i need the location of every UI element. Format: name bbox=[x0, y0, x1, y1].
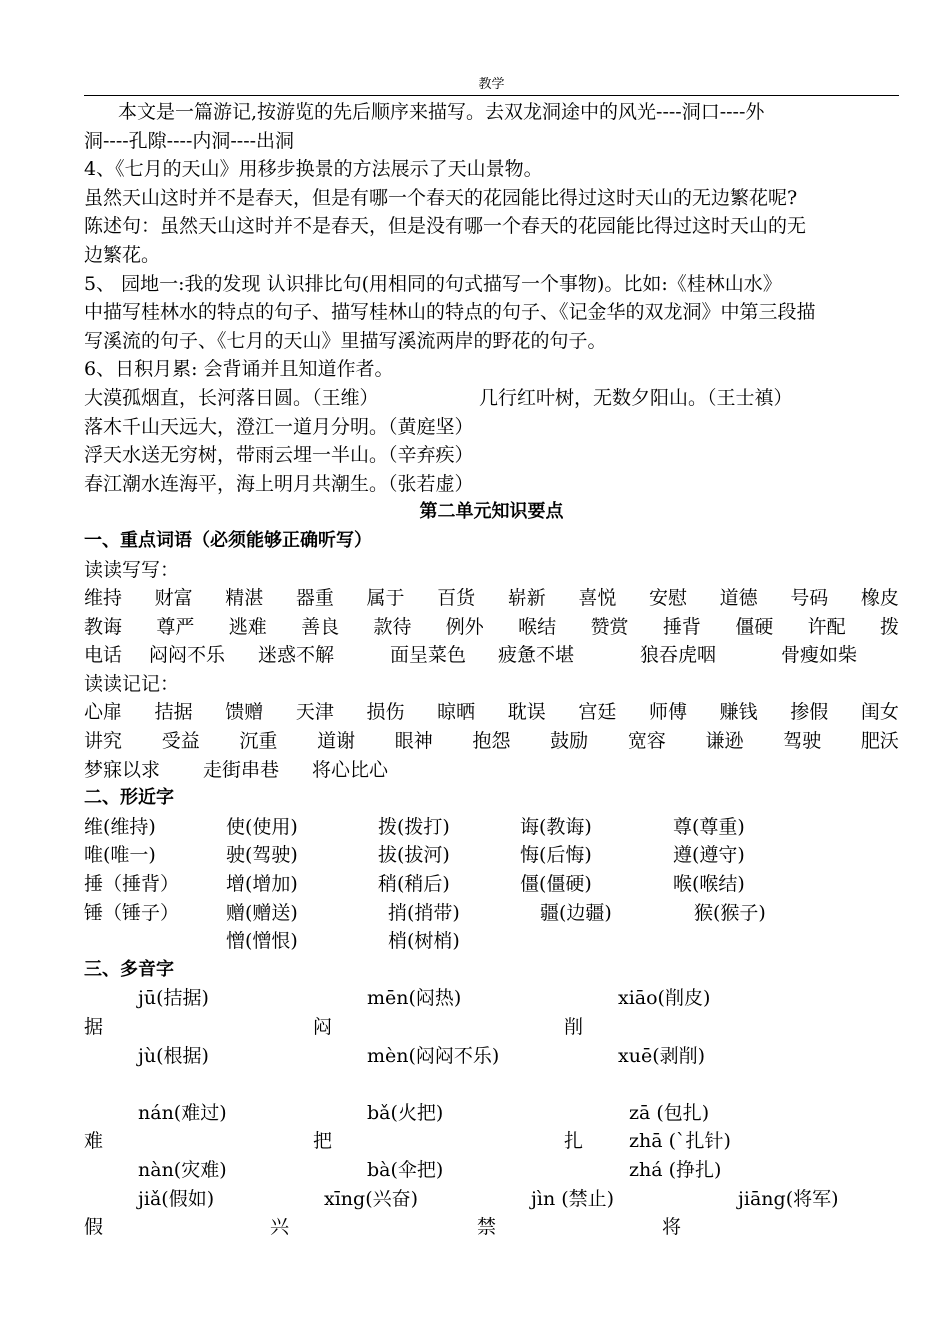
word: 宫廷 bbox=[578, 701, 617, 724]
polyphone-g2-bot bbox=[84, 1156, 899, 1185]
reading: zhā (`扎针) bbox=[629, 1130, 731, 1153]
similar-char: 悔(后悔) bbox=[520, 844, 592, 867]
word: 许配 bbox=[807, 615, 846, 638]
similar-char: 稍(稍后) bbox=[378, 873, 450, 896]
polyphone-char: 假 bbox=[84, 1216, 104, 1239]
word: 耽误 bbox=[507, 701, 546, 724]
similar-char: 捎(捎带) bbox=[388, 901, 460, 924]
read-remember-row-2 bbox=[84, 727, 899, 756]
word: 馈赠 bbox=[225, 701, 264, 724]
word: 闺女 bbox=[860, 701, 899, 724]
word: 拨 bbox=[879, 615, 899, 638]
polyphone-char: 难 bbox=[84, 1130, 104, 1153]
point4-statement-1: 陈述句：虽然天山这时并不是春天，但是没有哪一个春天的花园能比得过这时天山的无 bbox=[84, 215, 807, 238]
point4-question: 虽然天山这时并不是春天，但是有哪一个春天的花园能比得过这时天山的无边繁花呢? bbox=[84, 186, 798, 209]
reading: zā (包扎) bbox=[629, 1101, 710, 1124]
word: 道德 bbox=[719, 587, 758, 610]
word: 狼吞虎咽 bbox=[640, 644, 717, 667]
word: 讲究 bbox=[84, 730, 123, 753]
word: 损伤 bbox=[366, 701, 405, 724]
reading: jù(根据) bbox=[138, 1044, 209, 1067]
word: 走街串巷 bbox=[203, 758, 280, 781]
similar-char-row-1 bbox=[84, 813, 899, 842]
polyphone-char: 扎 bbox=[564, 1130, 584, 1153]
word: 师傅 bbox=[649, 701, 688, 724]
intro-line-2: 洞----孔隙----内洞----出洞 bbox=[84, 129, 295, 152]
similar-char: 诲(教诲) bbox=[520, 815, 592, 838]
word: 疲惫不堪 bbox=[498, 644, 575, 667]
word: 将心比心 bbox=[312, 758, 389, 781]
polyphone-g1-top bbox=[84, 984, 899, 1013]
reading: jiāng(将军) bbox=[738, 1187, 839, 1210]
polyphone-char: 闷 bbox=[313, 1016, 333, 1038]
word: 心扉 bbox=[84, 701, 123, 724]
poem-2: 落木千山天远大，澄江一道月分明。（黄庭坚） bbox=[84, 415, 474, 438]
read-write-row-3 bbox=[84, 641, 899, 670]
polyphone-g3-mid bbox=[84, 1213, 899, 1242]
word: 沉重 bbox=[239, 730, 278, 753]
word: 喜悦 bbox=[578, 587, 617, 610]
word: 属于 bbox=[366, 587, 405, 610]
similar-char-row-2 bbox=[84, 841, 899, 870]
polyphone-char: 将 bbox=[662, 1216, 682, 1239]
similar-char: 喉(喉结) bbox=[673, 873, 745, 896]
reading: jiǎ(假如) bbox=[138, 1187, 215, 1210]
word: 维持 bbox=[84, 587, 123, 610]
polyphone-g3-top bbox=[84, 1185, 899, 1214]
polyphone-char: 据 bbox=[84, 1016, 104, 1038]
word: 百货 bbox=[437, 587, 476, 610]
word: 赚钱 bbox=[719, 701, 758, 724]
polyphone-g2-mid bbox=[84, 1127, 899, 1156]
word: 闷闷不乐 bbox=[149, 644, 226, 667]
read-write-label: 读读写写： bbox=[84, 558, 180, 581]
similar-char: 僵(僵硬) bbox=[520, 873, 592, 896]
reading: xiāo(削皮) bbox=[618, 987, 711, 1010]
word: 僵硬 bbox=[735, 615, 774, 638]
point4-statement-2: 边繁花。 bbox=[84, 243, 161, 266]
point5-line-2: 中描写桂林水的特点的句子、描写桂林山的特点的句子、《记金华的双龙洞》中第三段描 bbox=[84, 301, 816, 324]
word: 眼神 bbox=[394, 730, 433, 753]
similar-char: 维(维持) bbox=[84, 815, 156, 838]
point4-title: 4、《七月的天山》用移步换景的方法展示了天山景物。 bbox=[84, 158, 543, 181]
read-remember-row-1 bbox=[84, 698, 899, 727]
similar-char: 驶(驾驶) bbox=[226, 844, 298, 867]
similar-char: 梢(树梢) bbox=[388, 930, 460, 953]
similar-char: 疆(边疆) bbox=[540, 901, 612, 924]
polyphone-char: 把 bbox=[313, 1130, 333, 1153]
section1-title: 一、重点词语（必须能够正确听写） bbox=[84, 529, 372, 551]
word: 逃难 bbox=[228, 615, 267, 638]
polyphone-char: 削 bbox=[564, 1016, 584, 1038]
reading: jū(拮据) bbox=[138, 987, 209, 1010]
word: 掺假 bbox=[790, 701, 829, 724]
polyphone-char: 兴 bbox=[270, 1216, 290, 1239]
poem-3: 浮天水送无穷树，带雨云埋一半山。（辛弃疾） bbox=[84, 444, 474, 467]
similar-char: 遵(遵守) bbox=[673, 844, 745, 867]
reading: xuē(剥削) bbox=[618, 1044, 706, 1067]
word: 骨瘦如柴 bbox=[781, 644, 858, 667]
word: 喉结 bbox=[518, 615, 557, 638]
poem-1b: 几行红叶树，无数夕阳山。（王士禛） bbox=[479, 386, 793, 409]
spacer bbox=[84, 1070, 899, 1099]
reading: nàn(灾难) bbox=[138, 1158, 227, 1181]
word: 电话 bbox=[84, 644, 123, 667]
polyphone-g1-bot bbox=[84, 1042, 899, 1071]
reading: zhá (挣扎) bbox=[629, 1158, 722, 1181]
word: 安慰 bbox=[649, 587, 688, 610]
similar-char-row-4 bbox=[84, 899, 899, 928]
header-rule bbox=[84, 95, 899, 96]
word: 鼓励 bbox=[550, 730, 589, 753]
section2-title: 二、形近字 bbox=[84, 787, 174, 809]
word: 梦寐以求 bbox=[84, 758, 161, 781]
word: 例外 bbox=[445, 615, 484, 638]
word: 天津 bbox=[295, 701, 334, 724]
reading: nán(难过) bbox=[138, 1101, 227, 1124]
word: 善良 bbox=[301, 615, 340, 638]
similar-char: 捶（捶背） bbox=[84, 873, 180, 896]
poem-row-1 bbox=[84, 384, 899, 413]
similar-char: 唯(唯一) bbox=[84, 844, 156, 867]
reading: bà(伞把) bbox=[367, 1158, 444, 1181]
word: 肥沃 bbox=[860, 730, 899, 753]
document-body bbox=[84, 98, 899, 1242]
word: 教诲 bbox=[84, 615, 123, 638]
word: 晾晒 bbox=[437, 701, 476, 724]
read-remember-label: 读读记记： bbox=[84, 672, 180, 695]
read-remember-row-3 bbox=[84, 756, 899, 785]
similar-char: 尊(尊重) bbox=[673, 815, 745, 838]
similar-char: 拔(拔河) bbox=[378, 844, 450, 867]
word: 受益 bbox=[161, 730, 200, 753]
word: 尊严 bbox=[156, 615, 195, 638]
point5-line-1: 5、 园地一:我的发现 认识排比句(用相同的句式描写一个事物)。比如:《桂林山水》 bbox=[84, 272, 782, 295]
reading: xīng(兴奋) bbox=[324, 1187, 419, 1210]
word: 精湛 bbox=[225, 587, 264, 610]
similar-char: 拨(拨打) bbox=[378, 815, 450, 838]
word: 橡皮 bbox=[860, 587, 899, 610]
similar-char: 增(增加) bbox=[226, 873, 298, 896]
polyphone-g2-top bbox=[84, 1099, 899, 1128]
word: 号码 bbox=[790, 587, 829, 610]
poem-1a: 大漠孤烟直，长河落日圆。（王维） bbox=[84, 386, 379, 409]
similar-char: 使(使用) bbox=[226, 815, 298, 838]
reading: bǎ(火把) bbox=[367, 1101, 444, 1124]
section3-title: 三、多音字 bbox=[84, 958, 174, 980]
point5-line-3: 写溪流的句子、《七月的天山》里描写溪流两岸的野花的句子。 bbox=[84, 329, 607, 352]
unit2-title: 第二单元知识要点 bbox=[419, 501, 564, 523]
similar-char: 憎(憎恨) bbox=[226, 930, 298, 953]
word: 崭新 bbox=[507, 587, 546, 610]
word: 谦逊 bbox=[705, 730, 744, 753]
word: 迷惑不解 bbox=[258, 644, 335, 667]
word: 面呈菜色 bbox=[390, 644, 467, 667]
similar-char: 猴(猴子) bbox=[694, 901, 766, 924]
similar-char-row-5 bbox=[84, 927, 899, 956]
reading: jìn (禁止) bbox=[531, 1187, 615, 1210]
polyphone-g1-mid bbox=[84, 1013, 899, 1042]
polyphone-char: 禁 bbox=[477, 1216, 497, 1239]
similar-char-row-3 bbox=[84, 870, 899, 899]
word: 捶背 bbox=[662, 615, 701, 638]
page-header: 教学 bbox=[478, 77, 505, 92]
word: 财富 bbox=[154, 587, 193, 610]
intro-line-1: 本文是一篇游记,按游览的先后顺序来描写。去双龙洞途中的风光----洞口----外 bbox=[118, 101, 765, 123]
reading: mēn(闷热) bbox=[367, 987, 462, 1010]
read-write-row-1 bbox=[84, 584, 899, 613]
similar-char: 赠(赠送) bbox=[226, 901, 298, 924]
similar-char: 锤（锤子） bbox=[84, 901, 180, 924]
point6-title: 6、日积月累: 会背诵并且知道作者。 bbox=[84, 358, 394, 381]
poem-4: 春江潮水连海平，海上明月共潮生。（张若虚） bbox=[84, 472, 474, 495]
word: 道谢 bbox=[317, 730, 356, 753]
word: 赞赏 bbox=[590, 615, 629, 638]
word: 驾驶 bbox=[783, 730, 822, 753]
word: 抱怨 bbox=[472, 730, 511, 753]
read-write-row-2 bbox=[84, 613, 899, 642]
word: 宽容 bbox=[627, 730, 666, 753]
word: 拮据 bbox=[154, 701, 193, 724]
reading: mèn(闷闷不乐) bbox=[367, 1044, 500, 1067]
word: 款待 bbox=[373, 615, 412, 638]
word: 器重 bbox=[295, 587, 334, 610]
